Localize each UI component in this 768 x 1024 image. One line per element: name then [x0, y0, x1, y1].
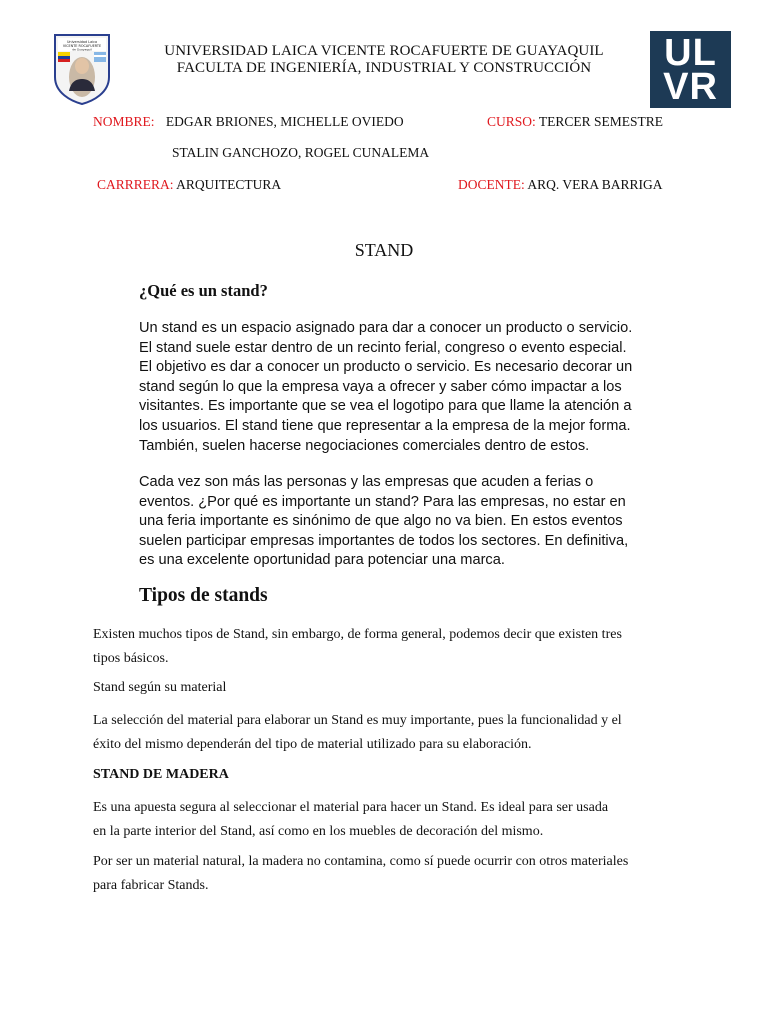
wood-stand-heading: STAND DE MADERA: [93, 767, 229, 782]
paragraph-material-selection: [93, 709, 622, 756]
nombre-value-2: STALIN GANCHOZO, ROGEL CUNALEMA: [172, 145, 430, 160]
university-name: UNIVERSIDAD LAICA VICENTE ROCAFUERTE DE GUAYAQUIL: [164, 43, 604, 59]
text-line: Existen muchos tipos de Stand, sin embargo, de forma general, podemos decir que existen tres: [93, 627, 622, 642]
paragraph-material-subtitle: Stand según su material: [93, 680, 227, 695]
carrera-value: ARQUITECTURA: [176, 177, 282, 192]
text-line: El stand suele estar dentro de un recinto ferial, congreso o evento especial.: [139, 339, 627, 356]
ulvr-logo-line1: UL: [664, 32, 717, 74]
nombre-value: EDGAR BRIONES, MICHELLE OVIEDO: [165, 114, 404, 129]
text-line: para fabricar Stands.: [93, 877, 209, 893]
text-line: stand según lo que la empresa vaya a ofrecer y saber cómo impactar a los: [139, 378, 622, 395]
svg-text:VICENTE ROCAFUERTE: VICENTE ROCAFUERTE: [62, 44, 102, 48]
paragraph-types: [93, 623, 622, 670]
text-line: Un stand es un espacio asignado para dar a conocer un producto o servicio.: [139, 320, 633, 336]
docente-row: [458, 177, 663, 193]
curso-value: TERCER SEMESTRE: [538, 114, 664, 129]
text-line: los usuarios. El stand tiene que representar a la empresa de la mejor forma.: [139, 417, 631, 434]
text-line: éxito del mismo dependerán del tipo de material utilizado para su elaboración.: [93, 736, 532, 752]
document-title: STAND: [354, 240, 414, 260]
paragraph-wood-natural: [93, 850, 628, 897]
ulvr-logo-line2: VR: [663, 66, 718, 108]
docente-label: DOCENTE:: [458, 177, 525, 192]
svg-text:de Guayaquil: de Guayaquil: [72, 47, 92, 52]
text-line: una feria importante es sinónimo de que algo no va bien. En estos eventos: [139, 513, 623, 530]
text-line: en la parte interior del Stand, así como en los muebles de decoración del mismo.: [93, 823, 544, 839]
paragraph-importance: [139, 473, 628, 571]
svg-text:Universidad Laica: Universidad Laica: [66, 40, 98, 44]
paragraph-definition: [139, 319, 632, 456]
faculty-name: FACULTA DE INGENIERÍA, INDUSTRIAL Y CONSTRUCCIÓN: [176, 60, 592, 76]
text-line: visitantes. Es importante que se vea el logotipo para que llame la atención a: [139, 398, 632, 415]
nombre-row: [93, 114, 404, 130]
text-line: tipos básicos.: [93, 650, 169, 666]
text-line: es una excelente oportunidad para potenciar una marca.: [139, 552, 505, 569]
nombre-label: NOMBRE:: [93, 114, 155, 129]
text-line: suelen participar empresas importantes de todos los sectores. En definitiva,: [139, 532, 629, 549]
text-line: Por ser un material natural, la madera no contamina, como sí puede ocurrir con otros materiales: [93, 854, 629, 869]
types-heading: Tipos de stands: [139, 585, 268, 606]
carrera-label: CARRRERA:: [97, 177, 174, 192]
text-line: Es una apuesta segura al seleccionar el material para hacer un Stand. Es ideal para ser usada: [93, 800, 609, 815]
docente-value: ARQ. VERA BARRIGA: [527, 177, 663, 192]
text-line: También, suelen hacerse negociaciones comerciales dentro de estos.: [139, 437, 590, 454]
curso-label: CURSO:: [487, 114, 536, 129]
paragraph-wood-use: [93, 796, 608, 843]
question-heading: ¿Qué es un stand?: [139, 281, 268, 300]
curso-row: [487, 114, 663, 130]
text-line: Cada vez son más las personas y las empresas que acuden a ferias o: [139, 474, 594, 490]
text-line: La selección del material para elaborar un Stand es muy importante, pues la funcionalidad y el: [93, 713, 622, 728]
text-line: El objetivo es dar a conocer un producto o servicio. Es necesario decorar un: [139, 359, 633, 376]
carrera-row: [97, 177, 281, 193]
text-line: eventos. ¿Por qué es importante un stand? Para las empresas, no estar en: [139, 493, 626, 510]
